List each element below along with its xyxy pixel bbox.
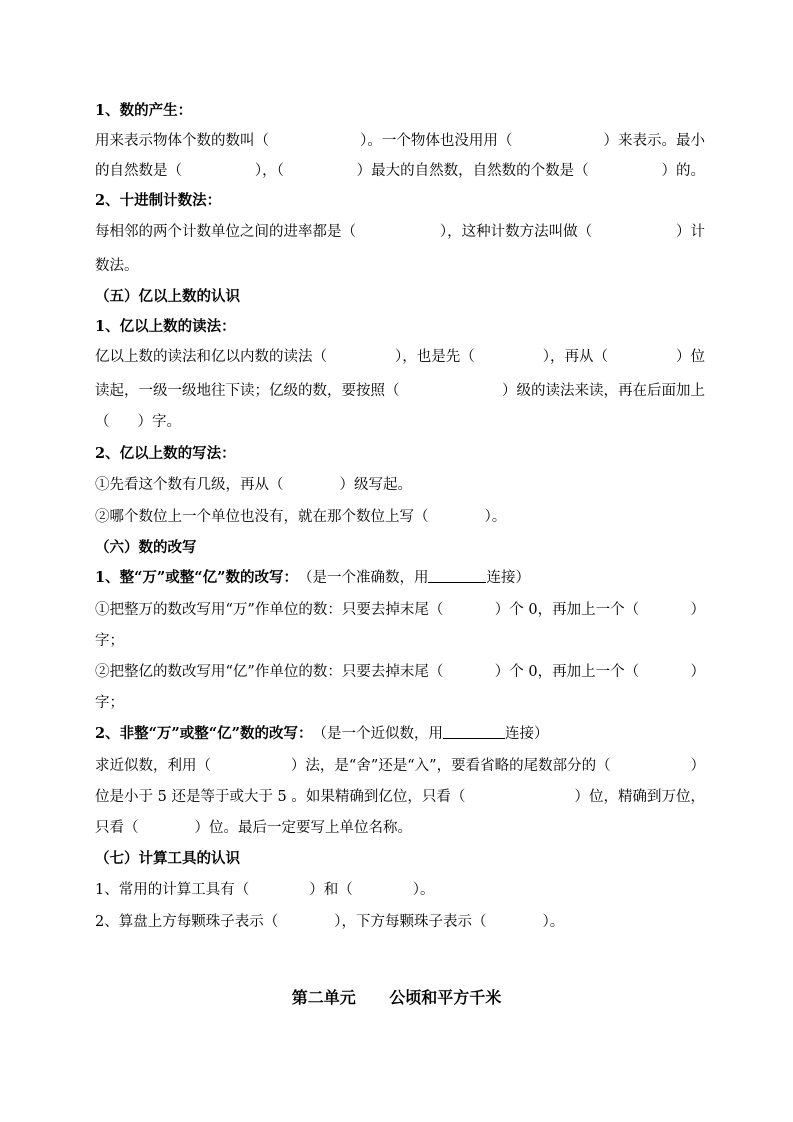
heading-number-origin: 1、数的产生：: [95, 102, 193, 119]
text-segment: ）。一个物体也没用用（: [360, 133, 513, 149]
text-segment: ）位: [676, 349, 705, 365]
text-line: [95, 381, 705, 401]
text-segment: 读起，一级一级地往下读；亿级的数，要按照（: [95, 383, 400, 399]
text-segment: 用来表示物体个数的数叫（: [95, 133, 269, 149]
text-segment: ），也是先（: [395, 349, 475, 365]
text-segment: ）。: [542, 914, 565, 930]
text-line: [95, 787, 705, 807]
text-segment: ），下方每颗珠子表示（: [334, 914, 487, 930]
text-segment: ）级的读法来读，再在后面加上: [502, 383, 705, 399]
text-segment: ）位，精确到万位，: [574, 789, 705, 805]
text-segment: ）: [690, 664, 705, 680]
heading-exact-rewrite: 1、整“万”或整“亿”数的改写： （是一个准确数，用 连接）: [95, 569, 530, 586]
text-segment: ）个 0，再加上一个（: [494, 602, 640, 618]
note-segment: 连接）: [504, 726, 549, 742]
text-line: [95, 347, 705, 367]
text-segment: ）个 0，再加上一个（: [494, 664, 640, 680]
heading-reading-large-numbers: 1、亿以上数的读法：: [95, 318, 236, 335]
text-segment: ）的。: [661, 163, 705, 179]
text-segment: 的自然数是（: [95, 163, 182, 179]
text-line: [95, 912, 705, 932]
text-line: [95, 818, 705, 838]
text-segment: 亿以上数的读法和亿以内数的读法（: [95, 349, 327, 365]
text-segment: ）级写起。: [339, 477, 412, 493]
heading-writing-large-numbers: 2、亿以上数的写法：: [95, 445, 236, 462]
text-segment: ）位。最后一定要写上单位名称。: [194, 820, 412, 836]
section-title-six: （六）数的改写: [95, 539, 197, 556]
note-segment: 连接）: [486, 570, 530, 586]
text-segment: 位是小于 5 还是等于或大于 5 。如果精确到亿位，只看（: [95, 789, 466, 805]
text-segment: ②把整亿的数改写用“亿”作单位的数：只要去掉末尾（: [95, 664, 444, 680]
text-line: [95, 880, 705, 900]
text-segment: ），再从（: [542, 349, 608, 365]
text-segment: ①先看这个数有几级，再从（: [95, 477, 284, 493]
text-segment: ②哪个数位上一个单位也没有，就在那个数位上写（: [95, 509, 429, 525]
text-segment: ）计: [676, 224, 705, 240]
heading-approximate-rewrite: 2、非整“万”或整“亿”数的改写： （是一个近似数，用 连接）: [95, 725, 549, 742]
text-segment: （: [95, 414, 110, 430]
text-line: [95, 507, 705, 527]
text-segment: ），（: [254, 163, 284, 179]
text-line: [95, 475, 705, 495]
section-title-five: （五）亿以上数的认识: [95, 288, 240, 305]
text-segment: ）字。: [137, 414, 181, 430]
text-segment: ）法，是“舍”还是“入”，要看省略的尾数部分的（: [290, 758, 611, 774]
text-line: [95, 756, 705, 776]
answer-blank: [443, 724, 505, 739]
text-segment: 只看（: [95, 820, 139, 836]
text-segment: 每相邻的两个计数单位之间的进率都是（: [95, 224, 356, 240]
text-line: [95, 222, 705, 242]
text-segment: 求近似数，利用（: [95, 758, 211, 774]
text-segment: ）来表示。最小: [603, 133, 705, 149]
text-line: 数法。: [95, 258, 139, 274]
section-title-seven: （七）计算工具的认识: [95, 850, 240, 867]
text-line: [95, 161, 705, 181]
text-segment: ）和（: [309, 882, 353, 898]
text-segment: ）: [690, 758, 705, 774]
answer-blank: [428, 568, 486, 583]
text-segment: ①把整万的数改写用“万”作单位的数：只要去掉末尾（: [95, 602, 444, 618]
text-line: 字；: [95, 695, 124, 711]
text-line: [95, 662, 705, 682]
text-segment: ）: [690, 602, 705, 618]
note-segment: （是一个近似数，用: [312, 726, 443, 742]
unit-two-title: 第二单元 公顷和平方千米: [291, 988, 502, 1007]
note-segment: （是一个准确数，用: [297, 570, 429, 586]
text-line: [95, 412, 705, 432]
text-line: [95, 600, 705, 620]
text-segment: ）。: [412, 882, 435, 898]
text-segment: ），这种计数方法叫做（: [439, 224, 593, 240]
text-line: 字；: [95, 633, 124, 649]
text-segment: ）。: [484, 509, 507, 525]
heading-decimal-system: 2、十进制计数法：: [95, 192, 222, 209]
text-segment: 2、算盘上方每颗珠子表示（: [95, 914, 279, 930]
text-segment: 1、常用的计算工具有（: [95, 882, 250, 898]
text-segment: ）最大的自然数，自然数的个数是（: [356, 163, 589, 179]
text-line: [95, 131, 705, 151]
